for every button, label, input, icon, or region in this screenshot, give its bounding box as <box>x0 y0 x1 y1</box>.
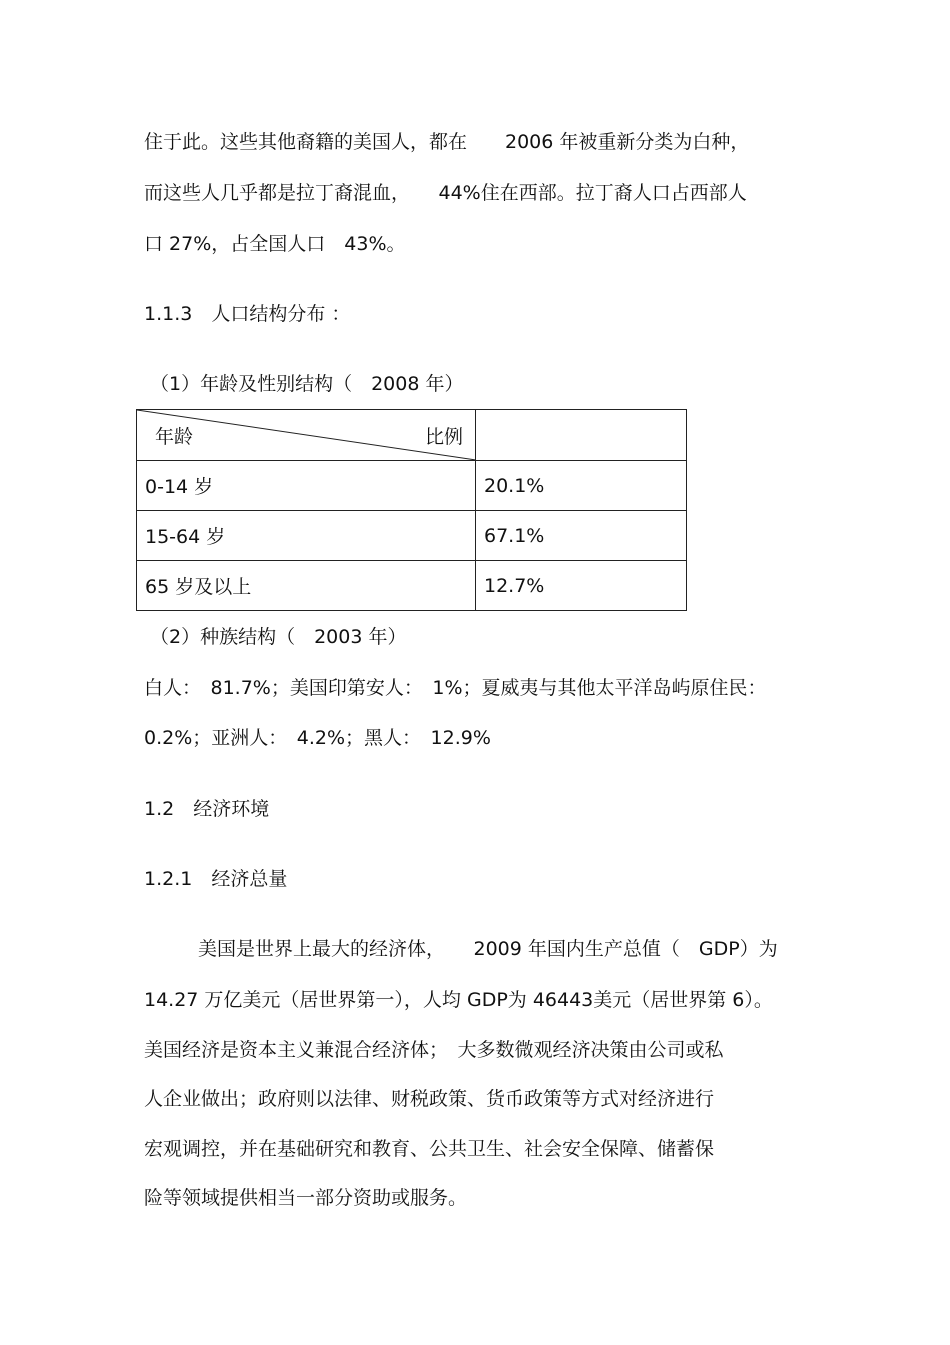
economy-line-2: 14.27 万亿美元（居世界第一），人均 GDP为 46443美元（居世界第 6）。 <box>144 989 773 1011</box>
intro-line-1: 住于此。这些其他裔籍的美国人，都在 2006 年被重新分类为白种， <box>144 131 750 153</box>
economy-line-6: 险等领域提供相当一部分资助或服务。 <box>144 1187 468 1209</box>
economy-line-5: 宏观调控，并在基础研究和教育、公共卫生、社会安全保障、储蓄保 <box>144 1138 715 1160</box>
table-header-empty-cell <box>476 410 687 461</box>
intro-line-3: 口 27%，占全国人口 43%。 <box>144 233 406 255</box>
ratio-cell: 12.7% <box>476 561 687 611</box>
age-ratio-table <box>136 409 687 611</box>
table-row <box>137 511 687 561</box>
economy-line-4: 人企业做出；政府则以法律、财税政策、货币政策等方式对经济进行 <box>144 1088 715 1110</box>
age-table-caption: （1）年龄及性别结构（ 2008 年） <box>150 373 464 395</box>
age-cell: 15-64 岁 <box>137 511 476 561</box>
table-row <box>137 461 687 511</box>
age-cell: 65 岁及以上 <box>137 561 476 611</box>
race-caption: （2）种族结构（ 2003 年） <box>150 626 407 648</box>
header-ratio-label: 比例 <box>424 426 463 448</box>
table-header-diagonal-cell <box>137 410 476 461</box>
ratio-cell: 20.1% <box>476 461 687 511</box>
header-age-label: 年龄 <box>155 426 194 448</box>
age-cell: 0-14 岁 <box>137 461 476 511</box>
race-line-1: 白人： 81.7%；美国印第安人： 1%；夏威夷与其他太平洋岛屿原住民： <box>144 677 767 699</box>
section-heading-1-1-3: 1.1.3 人口结构分布 ： <box>144 303 351 325</box>
economy-line-3: 美国经济是资本主义兼混合经济体； 大多数微观经济决策由公司或私 <box>144 1039 724 1061</box>
economy-line-1: 美国是世界上最大的经济体， 2009 年国内生产总值（ GDP）为 <box>198 938 778 960</box>
section-heading-1-2-1: 1.2.1 经济总量 <box>144 868 288 890</box>
table-row <box>137 561 687 611</box>
ratio-cell: 67.1% <box>476 511 687 561</box>
intro-line-2: 而这些人几乎都是拉丁裔混血， 44%住在西部。拉丁裔人口占西部人 <box>144 182 747 204</box>
section-heading-1-2: 1.2 经济环境 <box>144 798 270 820</box>
race-line-2: 0.2%；亚洲人： 4.2%；黑人： 12.9% <box>144 727 491 749</box>
